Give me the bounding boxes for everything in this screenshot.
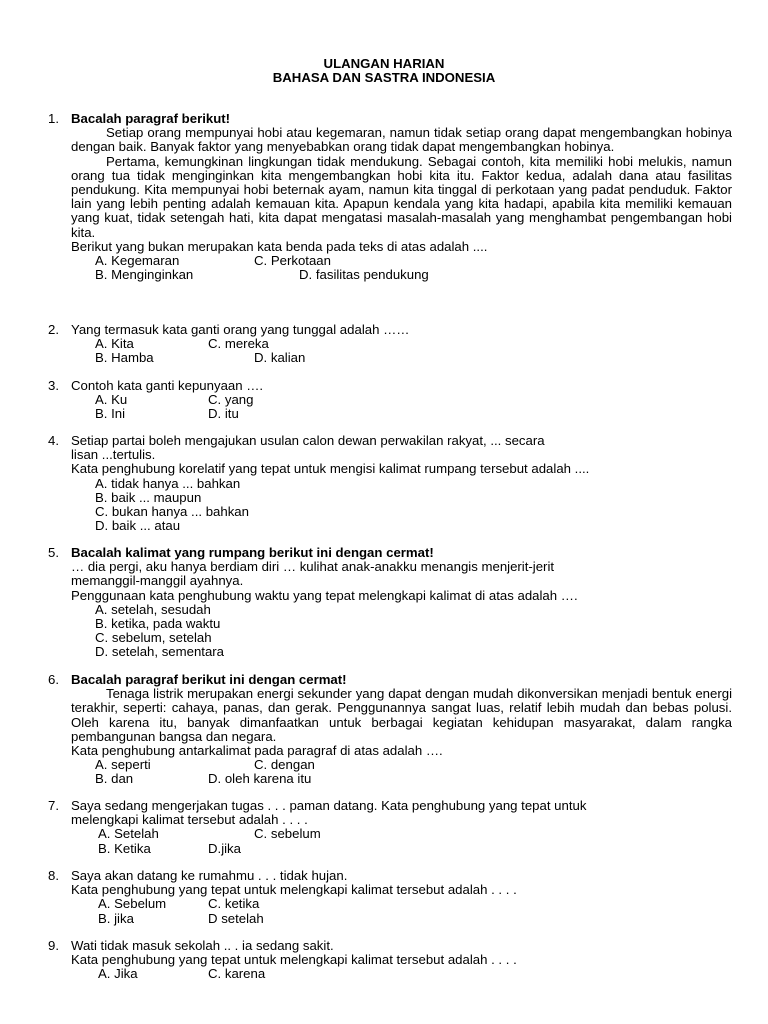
question-text: … dia pergi, aku hanya berdiam diri … kulihat anak-anakku menangis menjerit-jerit <box>71 559 555 575</box>
option-d: D. oleh karena itu <box>208 771 312 787</box>
passage-paragraph: Pertama, kemungkinan lingkungan tidak mendukung. Sebagai contoh, kita memiliki hobi melukis, namun orang tua tidak menginginkan kita mengembangkan hobi kita itu. Faktor kedua, adalah dana atau fasilitas pendukung. Kita mempunyai hobi beternak ayam, namun kita tinggal di perkotaan yang padat penduduk. Faktor lain yang lebih penting adalah kemauan kita. Apapun kendala yang kita hadapi, apabila kita memiliki kemauan yang kuat, tidak setengah hati, kita dapat mengatasi masalah-masalah yang menghambat pengembangan hobi kita. <box>71 153 732 240</box>
question-3 <box>48 379 732 422</box>
question-instruction: Bacalah paragraf berikut! <box>71 111 231 126</box>
option-c: C. bukan hanya ... bahkan <box>95 503 249 519</box>
question-number: 6. <box>48 672 59 687</box>
option-a: A. Kita <box>95 336 134 352</box>
option-d: D. kalian <box>254 350 306 366</box>
option-a: A. Kegemaran <box>95 253 180 269</box>
passage-paragraph: Tenaga listrik merupakan energi sekunder yang dapat dengan mudah dikonversikan menjadi bentuk energi terakhir, seperti: cahaya, panas, dan gerak. Penggunannya sangat luas, relatif lebih mudah dan bebas polusi. Oleh karena itu, banyak dimanfaatkan untuk berbagai kegiatan kehidupan masyarakat, dalam rangka pembangunan bangsa dan negara. <box>71 686 732 744</box>
question-7 <box>48 799 732 856</box>
question-text: Saya sedang mengerjakan tugas . . . paman datang. Kata penghubung yang tepat untuk <box>71 798 587 813</box>
option-b: B. jika <box>98 910 134 926</box>
question-number: 4. <box>48 433 59 448</box>
question-number: 8. <box>48 868 59 883</box>
reading-passage <box>71 126 732 240</box>
answer-options <box>95 603 732 660</box>
option-b: B. Ini <box>95 406 126 422</box>
question-number: 3. <box>48 378 59 393</box>
option-d: D. baik ... atau <box>95 518 181 534</box>
question-instruction: Bacalah paragraf berikut ini dengan cermat! <box>71 672 347 687</box>
reading-passage <box>71 687 732 744</box>
option-a: A. seperti <box>95 757 151 773</box>
question-prompt: Berikut yang bukan merupakan kata benda pada teks di atas adalah .... <box>71 238 488 254</box>
header-title: ULANGAN HARIAN <box>323 56 445 71</box>
answer-options <box>98 967 732 981</box>
option-c: C. Perkotaan <box>254 253 331 269</box>
option-c: C. mereka <box>208 336 269 352</box>
question-text: lisan ...tertulis. <box>71 447 156 463</box>
option-b: B. baik ... maupun <box>95 489 202 505</box>
question-text: melengkapi kalimat tersebut adalah . . . . <box>71 812 308 828</box>
header-subtitle: BAHASA DAN SASTRA INDONESIA <box>272 70 496 85</box>
question-prompt: Penggunaan kata penghubung waktu yang tepat melengkapi kalimat di atas adalah …. <box>71 587 578 603</box>
answer-options <box>98 827 732 855</box>
answer-options <box>98 897 732 925</box>
question-text: memanggil-manggil ayahnya. <box>71 573 244 589</box>
question-number: 5. <box>48 545 59 560</box>
question-prompt: Kata penghubung antarkalimat pada paragraf di atas adalah …. <box>71 743 443 759</box>
question-number: 1. <box>48 111 59 126</box>
option-a: A. setelah, sesudah <box>95 601 211 617</box>
answer-options <box>95 758 732 786</box>
question-5 <box>48 546 732 660</box>
question-prompt: Yang termasuk kata ganti orang yang tunggal adalah …… <box>71 322 410 337</box>
question-4 <box>48 434 732 533</box>
question-prompt: Kata penghubung yang tepat untuk melengkapi kalimat tersebut adalah . . . . <box>71 882 517 898</box>
option-c: C. ketika <box>208 896 260 912</box>
option-c: C. yang <box>208 392 254 408</box>
question-1 <box>48 112 732 282</box>
option-b: B. Menginginkan <box>95 267 194 283</box>
option-b: B. ketika, pada waktu <box>95 616 221 631</box>
passage-paragraph: Setiap orang mempunyai hobi atau kegemaran, namun tidak setiap orang dapat mengembangkan hobinya dengan baik. Banyak faktor yang menyebabkan orang tidak dapat mengembangkan hobinya. <box>71 125 732 155</box>
question-prompt: Kata penghubung yang tepat untuk melengkapi kalimat tersebut adalah . . . . <box>71 952 517 968</box>
option-a: A. Jika <box>98 966 138 982</box>
answer-options <box>95 393 732 421</box>
option-d: D. setelah, sementara <box>95 644 225 660</box>
option-a: A. Setelah <box>98 826 159 842</box>
question-number: 7. <box>48 798 59 813</box>
option-d: D. itu <box>208 406 239 422</box>
question-prompt: Kata penghubung korelatif yang tepat untuk mengisi kalimat rumpang tersebut adalah .... <box>71 461 590 477</box>
question-6 <box>48 673 732 787</box>
option-c: C. sebelum, setelah <box>95 630 212 646</box>
answer-options <box>95 254 732 282</box>
question-number: 2. <box>48 322 59 337</box>
option-c: C. karena <box>208 966 266 982</box>
option-d: D.jika <box>208 840 241 856</box>
question-prompt: Contoh kata ganti kepunyaan …. <box>71 378 264 393</box>
question-text: Setiap partai boleh mengajukan usulan calon dewan perwakilan rakyat, ... secara <box>71 433 545 448</box>
answer-options <box>95 477 732 534</box>
option-a: A. tidak hanya ... bahkan <box>95 475 241 491</box>
option-d: D setelah <box>208 910 264 926</box>
option-b: B. dan <box>95 771 134 787</box>
question-8 <box>48 869 732 926</box>
option-d: D. fasilitas pendukung <box>299 267 429 283</box>
question-text: Saya akan datang ke rumahmu . . . tidak hujan. <box>71 868 348 883</box>
option-a: A. Sebelum <box>98 896 167 912</box>
option-b: B. Hamba <box>95 350 154 366</box>
option-b: B. Ketika <box>98 840 151 856</box>
answer-options <box>95 337 732 365</box>
option-c: C. sebelum <box>254 826 321 842</box>
question-9 <box>48 939 732 982</box>
question-text: Wati tidak masuk sekolah .. . ia sedang sakit. <box>71 938 334 953</box>
question-2 <box>48 323 732 366</box>
option-a: A. Ku <box>95 392 128 408</box>
question-instruction: Bacalah kalimat yang rumpang berikut ini dengan cermat! <box>71 545 434 560</box>
question-number: 9. <box>48 938 59 953</box>
option-c: C. dengan <box>254 757 315 773</box>
